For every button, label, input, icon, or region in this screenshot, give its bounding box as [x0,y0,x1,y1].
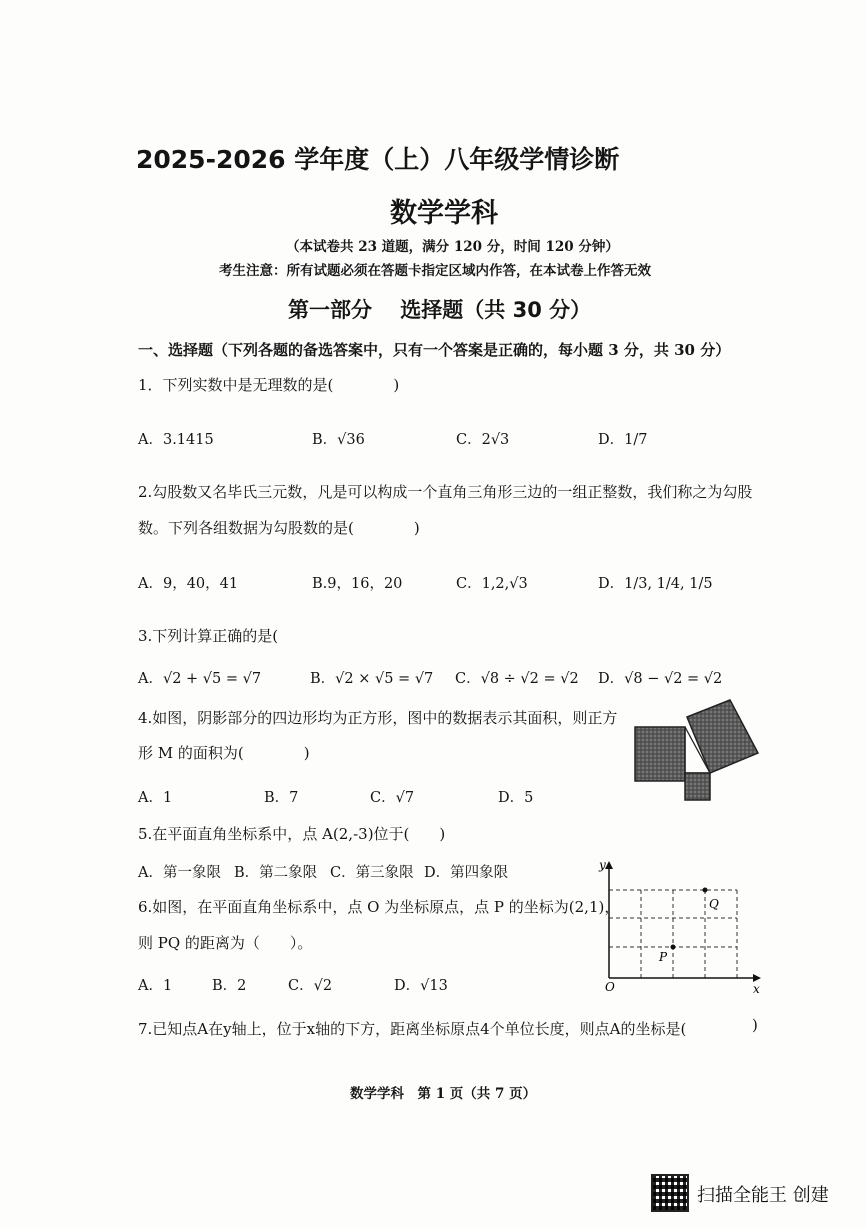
question-6-stem-line2: 则 PQ 的距离为（ ）。 [138,934,313,952]
q2-option-c: C．1,2,√3 [456,576,528,592]
question-2-stem-line1: 2.勾股数又名毕氏三元数，凡是可以构成一个直角三角形三边的一组正整数，我们称之为勾股 [138,483,753,501]
qr-code-icon [651,1174,689,1212]
q3-option-b: B．√2 × √5 = √7 [310,671,434,687]
point-p [671,945,676,950]
q4-option-a: A．1 [138,790,173,806]
question-5-stem: 5.在平面直角坐标系中，点 A(2,-3)位于( ) [138,825,446,843]
q1-option-a: A．3.1415 [138,432,214,448]
q6-option-a: A．1 [138,978,173,994]
square-m [635,727,685,781]
q5-option-b: B．第二象限 [234,865,318,881]
y-axis-label: y [599,858,606,872]
q3-option-d: D．√8 − √2 = √2 [598,671,723,687]
x-axis-arrow-icon [753,974,761,982]
coordinate-grid-figure [595,855,767,995]
q5-option-d: D．第四象限 [424,865,509,881]
scanner-watermark: 扫描全能王 创建 [697,1185,829,1206]
q5-option-a: A．第一象限 [138,865,221,881]
question-7-close-paren: ) [752,1016,758,1034]
q1-option-c: C．2√3 [456,432,510,448]
q1-option-b: B．√36 [312,432,365,448]
point-q [703,888,708,893]
square-right-large [687,700,758,773]
x-axis-label: x [753,982,760,995]
subject-title: 数学学科 [390,198,498,229]
exam-title: 2025-2026 学年度（上）八年级学情诊断 [136,145,620,174]
question-1-stem: 1．下列实数中是无理数的是( ) [138,376,400,394]
q2-option-d: D．1/3, 1/4, 1/5 [598,576,713,592]
q6-option-b: B．2 [212,978,247,994]
exam-info: （本试卷共 23 道题，满分 120 分，时间 120 分钟） [286,239,619,255]
point-p-label: P [659,950,668,964]
part-heading: 第一部分 选择题（共 30 分） [288,298,592,322]
y-axis-arrow-icon [605,861,613,869]
question-4-stem-line2: 形 M 的面积为( ) [138,744,310,762]
q2-option-a: A．9，40，41 [138,576,239,592]
q1-option-d: D．1/7 [598,432,648,448]
question-4-stem-line1: 4.如图，阴影部分的四边形均为正方形，图中的数据表示其面积，则正方 [138,709,618,727]
q2-option-b: B.9，16，20 [312,576,403,592]
page-footer: 数学学科 第 1 页（共 7 页） [350,1086,537,1102]
exam-notice: 考生注意：所有试题必须在答题卡指定区域内作答，在本试卷上作答无效 [219,263,651,279]
q6-option-c: C．√2 [288,978,333,994]
point-q-label: Q [709,897,719,911]
q6-option-d: D．√13 [394,978,448,994]
q4-option-c: C．√7 [370,790,415,806]
question-3-stem: 3.下列计算正确的是( [138,627,279,645]
section-heading: 一、选择题（下列各题的备选答案中，只有一个答案是正确的，每小题 3 分，共 30 分） [138,341,731,359]
q4-option-d: D．5 [498,790,534,806]
question-7-stem: 7.已知点A在y轴上，位于x轴的下方，距离坐标原点4个单位长度，则点A的坐标是( [138,1020,687,1038]
square-small [685,773,710,800]
question-6-stem-line1: 6.如图，在平面直角坐标系中，点 O 为坐标原点，点 P 的坐标为(2,1)， [138,898,620,916]
squares-figure [630,695,765,810]
q3-option-c: C．√8 ÷ √2 = √2 [455,671,579,687]
q4-option-b: B．7 [264,790,299,806]
q5-option-c: C．第三象限 [330,865,414,881]
question-2-stem-line2: 数。下列各组数据为勾股数的是( ) [138,519,420,537]
q3-option-a: A．√2 + √5 = √7 [138,671,262,687]
origin-label: O [605,980,615,994]
